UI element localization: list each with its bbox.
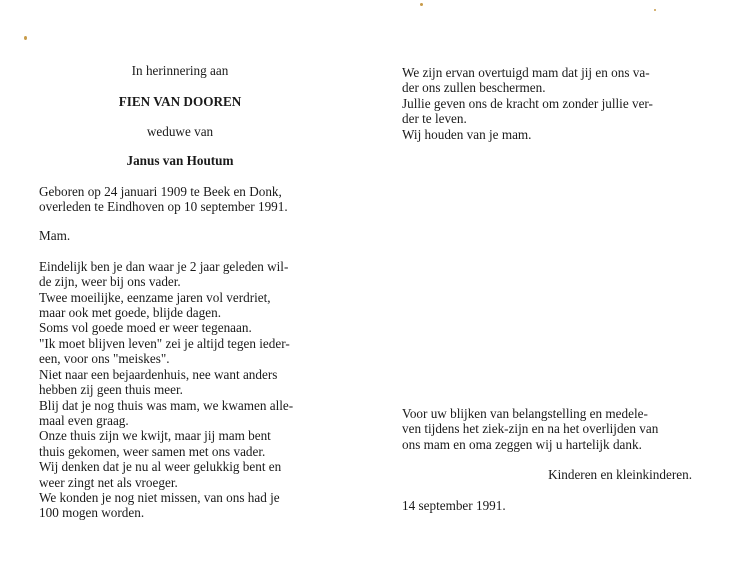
poem-line: Twee moeilijke, eenzame jaren vol verdriet, — [39, 289, 271, 305]
farewell-line: Wij houden van je mam. — [402, 126, 532, 142]
poem-line: maal even graag. — [39, 412, 129, 428]
thanks-line: ons mam en oma zeggen wij u hartelijk dank. — [402, 436, 642, 452]
farewell-line: Jullie geven ons de kracht om zonder jullie ver- — [402, 95, 653, 111]
thanks-line: Voor uw blijken van belangstelling en medele- — [402, 406, 648, 421]
paper-speck — [654, 9, 656, 11]
farewell-line: der ons zullen beschermen. — [402, 80, 546, 96]
spouse-name: Janus van Houtum — [126, 153, 234, 169]
card-date: 14 september 1991. — [402, 497, 506, 513]
farewell-line: We zijn ervan overtuigd mam dat jij en ons va- — [402, 65, 650, 80]
poem-line: We konden je nog niet missen, van ons had je — [39, 489, 280, 505]
intro-line: In herinnering aan — [131, 63, 229, 78]
right-page — [402, 65, 692, 142]
poem-line: Blij dat je nog thuis was mam, we kwamen alle- — [39, 397, 294, 413]
birth-line: Geboren op 24 januari 1909 te Beek en Donk, — [39, 183, 282, 199]
poem-line: weer zingt net als vroeger. — [39, 474, 178, 490]
poem-line: Niet naar een bejaardenhuis, nee want anders — [39, 366, 278, 382]
poem-line: Soms vol goede moed er weer tegenaan. — [39, 320, 252, 336]
salutation: Mam. — [39, 228, 71, 244]
poem-line: Onze thuis zijn we kwijt, maar jij mam bent — [39, 428, 271, 444]
left-page — [39, 63, 329, 521]
relation-line: weduwe van — [146, 123, 214, 139]
poem-line: de zijn, weer bij ons vader. — [39, 274, 181, 290]
poem — [39, 259, 329, 521]
poem-line: maar ook met goede, blijde dagen. — [39, 305, 221, 321]
poem-line: een, voor ons "meiskes". — [39, 351, 170, 367]
paper-speck — [24, 36, 27, 40]
poem-line: Wij denken dat je nu al weer gelukkig bent en — [39, 459, 282, 475]
thanks-line: ven tijdens het ziek-zijn en na het overlijden van — [402, 421, 659, 437]
poem-line: thuis gekomen, weer samen met ons vader. — [39, 443, 266, 459]
deceased-name: FIEN VAN DOOREN — [118, 94, 242, 110]
poem-line: hebben zij geen thuis meer. — [39, 382, 183, 398]
farewell-line: der te leven. — [402, 111, 467, 127]
poem-line: 100 mogen worden. — [39, 505, 145, 521]
poem-line: "Ik moet blijven leven" zei je altijd tegen ieder- — [39, 335, 290, 351]
poem-line: Eindelijk ben je dan waar je 2 jaar geleden wil- — [39, 258, 289, 274]
farewell-paragraph — [402, 65, 692, 142]
death-line: overleden te Eindhoven op 10 september 1991. — [39, 199, 288, 215]
signature: Kinderen en kleinkinderen. — [548, 467, 692, 483]
paper-speck — [420, 3, 423, 6]
thanks-paragraph — [402, 406, 692, 513]
